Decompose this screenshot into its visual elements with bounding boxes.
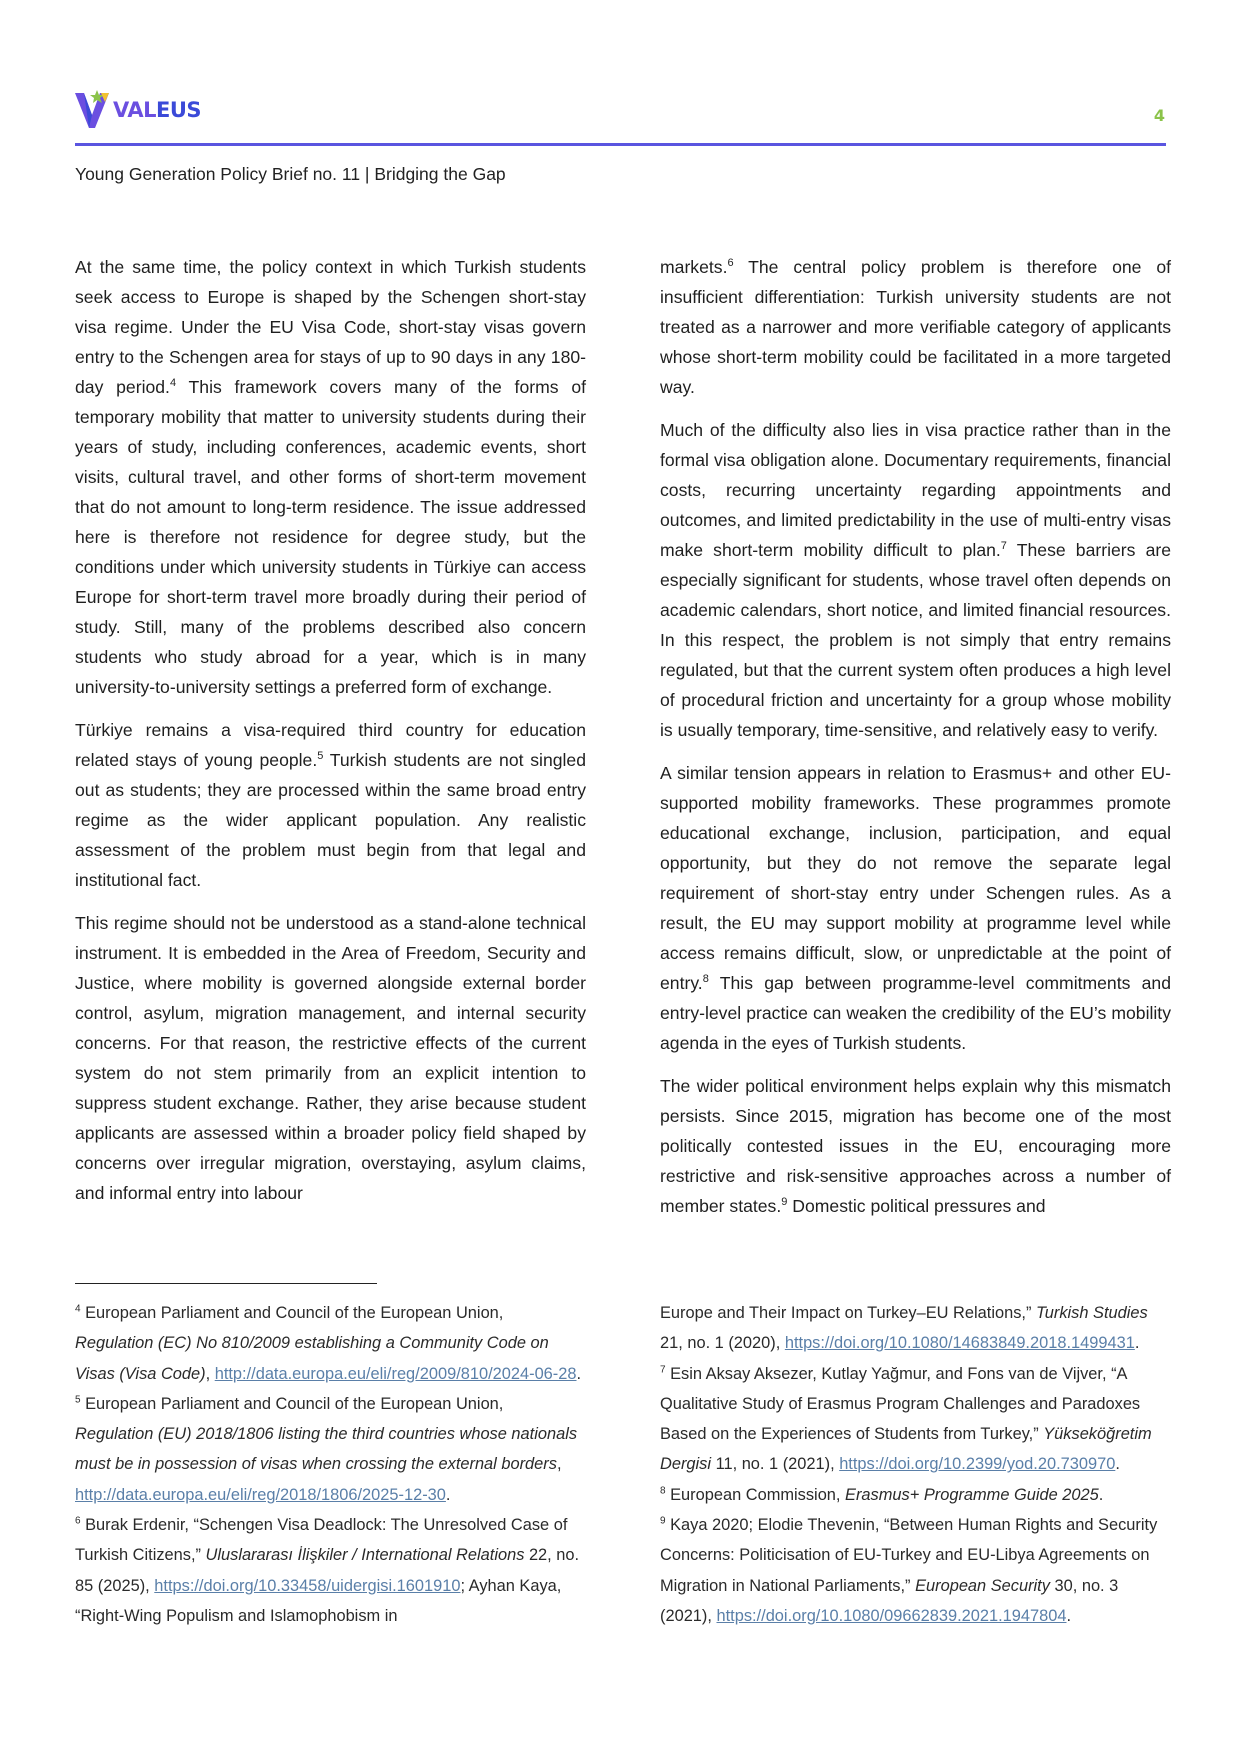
valeus-v-icon [75,90,111,130]
text-run: This gap between programme-level commitments and entry-level practice can weaken the credibility of the EU’s mobility agenda in the eyes of Turkish students. [660,973,1171,1053]
text-run: At the same time, the policy context in which Turkish students seek access to Europe is shaped by the Schengen short-stay visa regime. Under the EU Visa Code, short-stay visas govern entry to the Schengen area for stays of up to 90 days in any 180-day period. [75,257,586,397]
footnote-divider [75,1283,377,1284]
body-paragraph [75,252,586,702]
reference-link[interactable]: https://doi.org/10.33458/uidergisi.1601910 [154,1576,461,1595]
body-column-left [75,252,586,1221]
footnote-marker: 4 [75,1303,81,1315]
body-paragraph [660,758,1171,1058]
text-run: Türkiye remains a visa-required third country for education related stays of young people. [75,720,586,770]
text-run: The wider political environment helps explain why this mismatch persists. Since 2015, migration has become one of the most politically contested issues in the EU, encouraging more restrictive and risk-sensitive approaches across a number of member states. [660,1076,1171,1216]
body-paragraph [660,252,1171,402]
footnote-marker: 6 [727,257,734,270]
body-paragraph [75,908,586,1208]
footnote [75,1389,586,1510]
text-run: 21, no. 1 (2020), [660,1334,785,1353]
header-divider [75,143,1166,146]
footnote-marker: 9 [781,1196,788,1209]
italic-title: Uluslararası İlişkiler / International Relations [205,1546,525,1565]
text-run: 11, no. 1 (2021), [711,1455,840,1474]
body-paragraph [660,1071,1171,1221]
footnote-marker: 5 [317,750,324,763]
text-run: . [1066,1606,1072,1625]
reference-link[interactable]: https://doi.org/10.2399/yod.20.730970 [839,1455,1116,1474]
text-run: Europe and Their Impact on Turkey–EU Relations,” [660,1304,1036,1322]
reference-link[interactable]: http://data.europa.eu/eli/reg/2018/1806/2025-12-30 [75,1485,446,1504]
text-run: Much of the difficulty also lies in visa practice rather than in the formal visa obligation alone. Documentary requirements, financial costs, recurring uncertainty regarding appointments and outcomes, and limited predictability in the use of multi-entry visas make short-term mobility difficult to plan. [660,420,1171,560]
text-run: European Commission, [665,1485,846,1504]
running-header: Young Generation Policy Brief no. 11 | Bridging the Gap [75,164,506,184]
text-run: European Parliament and Council of the European Union, [80,1394,504,1413]
text-run: The central policy problem is therefore one of insufficient differentiation: Turkish university students are not treated as a narrower and more verifiable category of applicants whose short-term mobility could be facilitated in a more targeted way. [660,257,1171,397]
text-run: . [576,1364,582,1383]
footnote [75,1298,586,1389]
text-run: 22, no. 85 (2025), [75,1546,580,1595]
footnote [660,1298,1171,1359]
text-run: Kaya 2020; Elodie Thevenin, “Between Human Rights and Security Concerns: Politicisation of EU-Turkey and EU-Libya Agreements on Migration in National Parliaments,” [660,1516,1158,1595]
italic-title: European Security [915,1576,1050,1595]
italic-title: Regulation (EC) No 810/2009 establishing a Community Code on Visas (Visa Code) [75,1334,549,1383]
text-run: A similar tension appears in relation to Erasmus+ and other EU-supported mobility frameworks. These programmes promote educational exchange, inclusion, participation, and equal opportunity, but they do not remove the separate legal requirement of short-stay entry under Schengen rules. As a result, the EU may support mobility at programme level while access remains difficult, slow, or unpredictable at the point of entry. [660,763,1171,993]
footnote-marker: 8 [660,1485,666,1497]
text-run: 30, no. 3 (2021), [660,1576,1119,1625]
valeus-logo[interactable] [75,88,201,132]
body-column-right [660,252,1171,1234]
text-run: These barriers are especially significant for students, whose travel often depends on academic calendars, short notice, and limited financial resources. In this respect, the problem is not simply that entry remains regulated, but that the current system often produces a high level of procedural friction and uncertainty for a group whose mobility is usually temporary, time-sensitive, and relatively easy to verify. [660,540,1171,740]
text-run: European Parliament and Council of the European Union, [80,1304,504,1322]
footnote-marker: 7 [660,1364,666,1376]
footnote-marker: 8 [702,973,709,986]
logo-wordmark: VALEUS [113,98,201,122]
text-run: Turkish students are not singled out as students; they are processed within the same broad entry regime as the wider applicant population. Any realistic assessment of the problem must begin from that legal and institutional fact. [75,750,587,890]
text-run: markets. [660,257,728,277]
text-run: This regime should not be understood as a stand-alone technical instrument. It is embedded in the Area of Freedom, Security and Justice, where mobility is governed alongside external border control, asylum, migration management, and internal security concerns. For that reason, the restrictive effects of the current system do not stem primarily from an explicit intention to suppress student exchange. Rather, they arise because student applicants are assessed within a broader policy field shaped by concerns over irregular migration, overstaying, asylum claims, and informal entry into labour [75,913,586,1203]
page-number: 4 [1153,106,1165,125]
footnote [75,1510,586,1631]
italic-title: Yükseköğretim Dergisi [660,1425,1152,1474]
footnotes-column-left [75,1298,586,1631]
italic-title: Erasmus+ Programme Guide 2025 [845,1485,1099,1504]
footnote-marker: 7 [1000,540,1007,553]
text-run: , [556,1455,562,1474]
italic-title: Turkish Studies [1035,1304,1148,1322]
footnote [660,1359,1171,1480]
text-run: . [445,1485,451,1504]
footnote [660,1480,1171,1510]
italic-title: Regulation (EU) 2018/1806 listing the third countries whose nationals must be in possession of visas when crossing the external borders [75,1425,578,1474]
text-run: Domestic political pressures and [787,1196,1046,1216]
text-run: . [1098,1485,1104,1504]
footnotes-column-right [660,1298,1171,1631]
reference-link[interactable]: http://data.europa.eu/eli/reg/2009/810/2024-06-28 [214,1364,577,1383]
footnote [660,1510,1171,1631]
text-run: This framework covers many of the forms of temporary mobility that matter to university students during their years of study, including conferences, academic events, short visits, cultural travel, and other forms of short-term movement that do not amount to long-term residence. The issue addressed here is therefore not residence for degree study, but the conditions under which university students in Türkiye can access Europe for short-term travel more broadly during their period of study. Still, many of the problems described also concern students who study abroad for a year, which is in many university-to-university settings a preferred form of exchange. [75,377,586,697]
text-run: . [1134,1334,1140,1353]
text-run: . [1115,1455,1120,1474]
text-run: Burak Erdenir, “Schengen Visa Deadlock: The Unresolved Case of Turkish Citizens,” [75,1516,568,1565]
footnote-marker: 9 [660,1515,666,1527]
footnote-marker: 4 [169,377,177,390]
text-run: , [205,1364,215,1383]
reference-link[interactable]: https://doi.org/10.1080/09662839.2021.1947804 [716,1606,1067,1625]
footnote-marker: 5 [75,1394,81,1406]
text-run: Esin Aksay Aksezer, Kutlay Yağmur, and Fons van de Vijver, “A Qualitative Study of Erasmus Program Challenges and Paradoxes Based on the Experiences of Students from Turkey,” [660,1364,1141,1444]
reference-link[interactable]: https://doi.org/10.1080/14683849.2018.1499431 [784,1334,1135,1353]
footnote-marker: 6 [75,1515,81,1527]
body-paragraph [75,715,586,895]
body-paragraph [660,415,1171,745]
text-run: ; Ayhan Kaya, “Right-Wing Populism and Islamophobism in [75,1576,562,1625]
